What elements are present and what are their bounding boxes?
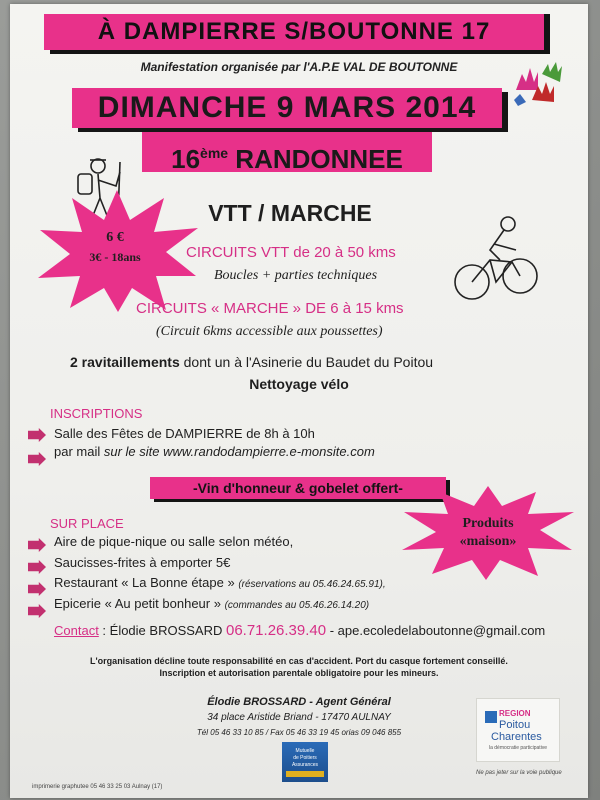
- sponsor-name: Élodie BROSSARD - Agent Général: [207, 696, 391, 708]
- sponsor-address: 34 place Aristide Briand - 17470 AULNAY: [207, 712, 391, 723]
- inscription-location: Salle des Fêtes de DAMPIERRE de 8h à 10h: [54, 426, 315, 441]
- mutuelle-line2: de Poitiers: [293, 755, 317, 761]
- onsite-item-text: Epicerie « Au petit bonheur »: [54, 596, 225, 611]
- region-tagline: la démocratie participative: [489, 745, 548, 751]
- region-logo: [476, 698, 560, 762]
- onsite-item-note: (commandes au 05.46.26.14.20): [224, 600, 370, 611]
- vtt-circuits: CIRCUITS VTT de 20 à 50 kms: [186, 244, 396, 261]
- sponsor-phones: Tél 05 46 33 10 85 / Fax 05 46 33 19 45 orias 09 046 855: [196, 728, 402, 737]
- mutuelle-stripe: [286, 771, 324, 777]
- poster-title: À DAMPIERRE S/BOUTONNE 17: [44, 14, 544, 50]
- contact-line: [54, 622, 545, 639]
- onsite-item: [54, 575, 386, 590]
- arrow-bullet-icon: [28, 428, 46, 442]
- arrow-bullet-icon: [28, 582, 46, 596]
- supplies-detail: dont un à l'Asinerie du Baudet du Poitou: [179, 354, 434, 370]
- disclaimer-line2: Inscription et autorisation parentale obligatoire pour les mineurs.: [159, 668, 439, 678]
- region-line1: REGION: [499, 709, 531, 718]
- organiser-line: Manifestation organisée par l'A.P.E VAL DE BOUTONNE: [140, 60, 458, 74]
- onsite-item: [54, 534, 293, 549]
- onsite-heading: SUR PLACE: [50, 516, 124, 531]
- contact-email: - ape.ecoledelaboutonne@gmail.com: [329, 623, 546, 638]
- walk-detail: (Circuit 6kms accessible aux poussettes): [156, 324, 383, 339]
- supplies-count: 2 ravitaillements: [70, 354, 180, 370]
- inscriptions-heading: INSCRIPTIONS: [50, 406, 143, 421]
- onsite-item-text: Saucisses-frites à emporter 5€: [54, 555, 231, 570]
- event-poster: [10, 4, 588, 798]
- inscription-online: [54, 444, 375, 459]
- litter-note: Ne pas jeter sur la voie publique: [476, 770, 562, 776]
- edition-label: RANDONNEE: [235, 144, 403, 174]
- products-starburst: [398, 482, 578, 582]
- price-child: 3€ - 18ans: [89, 250, 141, 264]
- wine-banner: -Vin d'honneur & gobelet offert-: [150, 477, 446, 499]
- contact-name: : Élodie BROSSARD: [98, 623, 223, 638]
- supplies-line: [70, 354, 588, 370]
- onsite-item: [54, 555, 230, 570]
- disclaimer-line1: L'organisation décline toute responsabilité en cas d'accident. Port du casque fortement conseillé.: [90, 656, 508, 666]
- vtt-detail: Boucles + parties techniques: [214, 268, 378, 283]
- inscription-website: sur le site www.randodampierre.e-monsite.com: [103, 444, 375, 459]
- region-square-icon: [485, 711, 497, 723]
- arrow-bullet-icon: [28, 452, 46, 466]
- products-line1: Produits: [462, 516, 514, 531]
- contact-phone: 06.71.26.39.40: [225, 622, 327, 639]
- mutuelle-line3: Assurances: [291, 762, 319, 768]
- inscription-online-prefix: par mail: [54, 444, 104, 459]
- region-line2: Poitou: [499, 719, 531, 731]
- walk-circuits: CIRCUITS « MARCHE » DE 6 à 15 kms: [136, 300, 404, 317]
- event-date: DIMANCHE 9 MARS 2014: [72, 88, 502, 128]
- arrow-bullet-icon: [28, 538, 46, 552]
- arrow-bullet-icon: [28, 604, 46, 618]
- mutuelle-line1: Mutuelle: [295, 748, 315, 754]
- onsite-item-text: Aire de pique-nique ou salle selon météo,: [54, 534, 294, 549]
- edition-banner: [142, 132, 432, 172]
- onsite-item-note: (réservations au 05.46.24.65.91),: [238, 579, 386, 590]
- edition-number: 16: [171, 144, 201, 174]
- edition-suffix: ème: [200, 145, 229, 161]
- activities-heading: VTT / MARCHE: [208, 200, 372, 226]
- printer-credit: imprimerie graphutee 05 46 33 25 03 Aulnay (17): [32, 784, 163, 790]
- arrow-bullet-icon: [28, 560, 46, 574]
- products-line2: «maison»: [459, 534, 517, 549]
- mutuelle-logo: [282, 742, 328, 782]
- bike-wash: Nettoyage vélo: [249, 376, 349, 392]
- cyclist-icon: [450, 210, 540, 306]
- onsite-item: [54, 596, 369, 611]
- onsite-item-text: Restaurant « La Bonne étape »: [54, 575, 239, 590]
- price-main: 6 €: [106, 230, 124, 245]
- region-line3: Charentes: [491, 731, 542, 743]
- hands-logo-icon: [508, 60, 566, 110]
- contact-label: Contact: [54, 623, 99, 638]
